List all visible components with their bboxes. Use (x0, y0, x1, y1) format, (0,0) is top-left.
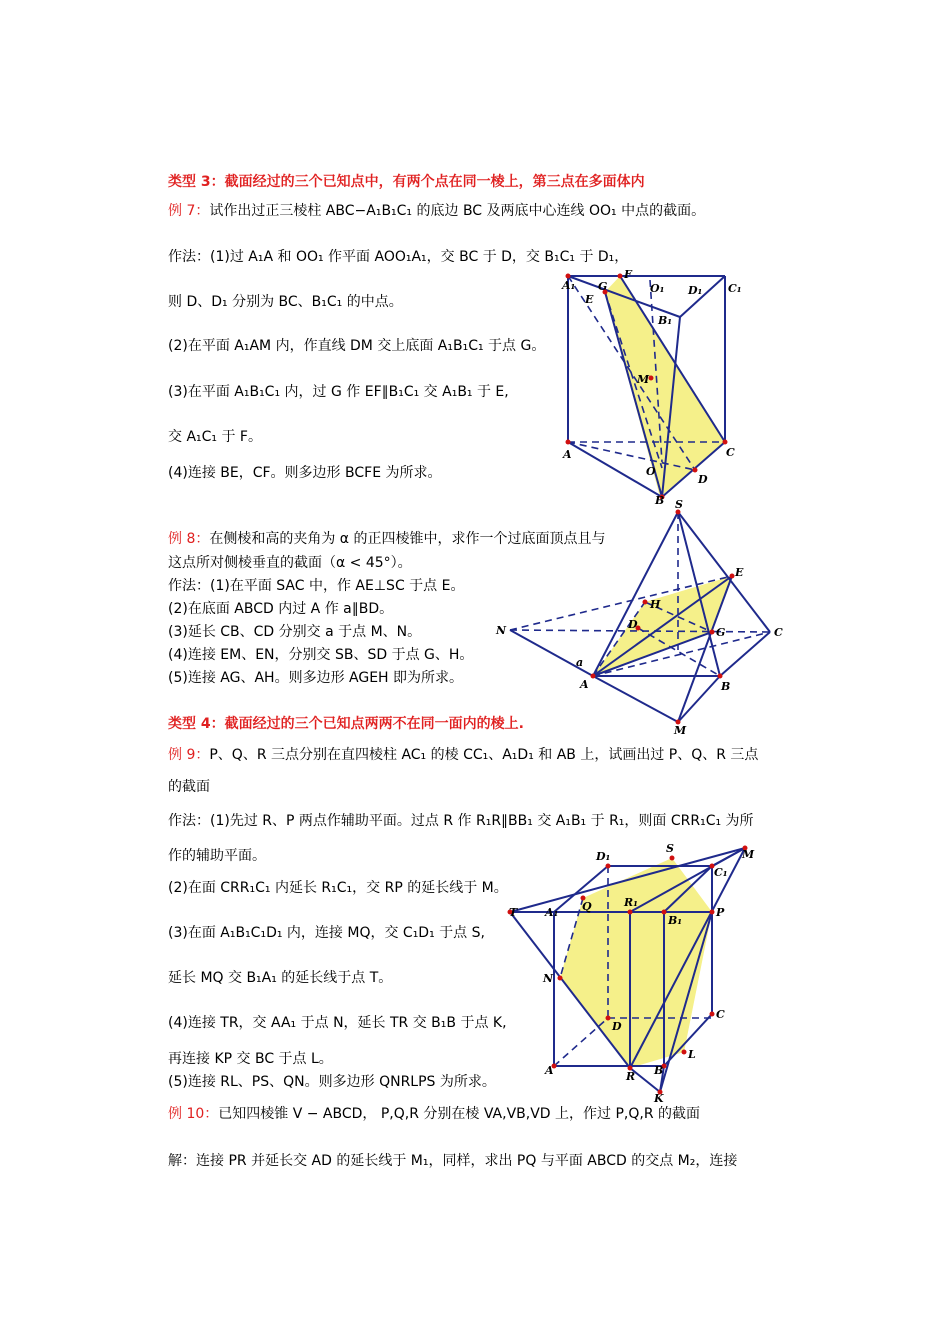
ex9-step: 作法：(1)先过 R、P 两点作辅助平面。过点 R 作 R₁R∥BB₁ 交 A₁B₁ 于 R₁，则面 CRR₁C₁ 为所 (168, 813, 754, 829)
ex9-step: 作的辅助平面。 (168, 848, 266, 864)
ex8-line: (5)连接 AG、AH。则多边形 AGEH 即为所求。 (168, 670, 464, 686)
section-polygon-qnrlps (560, 858, 712, 1068)
ex9-step: (3)在面 A₁B₁C₁D₁ 内，连接 MQ，交 C₁D₁ 于点 S, (168, 925, 485, 941)
fig8-label: H (650, 598, 661, 611)
fig8-label: E (735, 566, 744, 579)
fig7-label: D (698, 473, 708, 486)
fig8-label: C (774, 626, 783, 639)
fig7-label: C (726, 446, 735, 459)
ex10-statement (168, 1105, 700, 1123)
fig9-label: C (716, 1008, 725, 1021)
fig7-label: F (624, 268, 632, 281)
ex7-label: 例 7： (168, 203, 210, 219)
fig9-label: R (626, 1070, 636, 1083)
ex7-step: 交 A₁C₁ 于 F。 (168, 429, 262, 445)
ex7-step: (4)连接 BE，CF。则多边形 BCFE 为所求。 (168, 465, 442, 481)
fig9-label: D (612, 1020, 622, 1033)
fig9-label: M (742, 848, 755, 861)
fig7-label: M (637, 373, 650, 386)
fig9-label: D₁ (596, 850, 611, 863)
ex9-label: 例 9： (168, 747, 210, 763)
prism-section-figure (550, 265, 750, 510)
ex8-text: 在侧棱和高的夹角为 α 的正四棱锥中，求作一个过底面顶点且与 (209, 531, 606, 547)
fig7-label: A (563, 448, 572, 461)
ex7-step: 则 D、D₁ 分别为 BC、B₁C₁ 的中点。 (168, 294, 403, 310)
fig8-label: D (628, 618, 638, 631)
ex9-step: (5)连接 RL、PS、QN。则多边形 QNRLPS 为所求。 (168, 1074, 496, 1090)
type3-heading: 类型 3：截面经过的三个已知点中，有两个点在同一棱上，第三点在多面体内 (168, 174, 645, 190)
fig9-label: C₁ (714, 866, 728, 879)
type4-heading: 类型 4：截面经过的三个已知点两两不在同一面内的棱上. (168, 716, 524, 732)
fig9-label: P (716, 906, 725, 919)
fig8-label: a (576, 656, 584, 669)
ex7-text: 试作出过正三棱柱 ABC−A₁B₁C₁ 的底边 BC 及两底中心连线 OO₁ 中点的截面。 (209, 203, 706, 219)
ex8-line: 作法：(1)在平面 SAC 中，作 AE⊥SC 于点 E。 (168, 578, 465, 594)
ex9-step: (4)连接 TR，交 AA₁ 于点 N，延长 TR 交 B₁B 于点 K, (168, 1015, 507, 1031)
fig9-label: B₁ (668, 914, 683, 927)
fig9-label: L (688, 1048, 696, 1061)
fig7-label: E (585, 293, 594, 306)
ex8-line: (4)连接 EM、EN，分别交 SB、SD 于点 G、H。 (168, 647, 474, 663)
fig8-label: N (496, 624, 507, 637)
fig8-label: M (674, 724, 687, 737)
ex7-step: 作法：(1)过 A₁A 和 OO₁ 作平面 AOO₁A₁，交 BC 于 D，交 B₁C₁ 于 D₁， (168, 249, 629, 265)
fig7-label: D₁ (688, 284, 703, 297)
ex8-line: (3)延长 CB、CD 分别交 a 于点 M、N。 (168, 624, 422, 640)
fig7-label: O (646, 465, 656, 478)
ex7-step: (2)在平面 A₁AM 内，作直线 DM 交上底面 A₁B₁C₁ 于点 G。 (168, 338, 546, 354)
fig9-label: N (543, 972, 554, 985)
ex7-statement (168, 202, 705, 220)
fig7-label: B (655, 494, 665, 507)
ex9-step: 再连接 KP 交 BC 于点 L。 (168, 1051, 333, 1067)
ex9-statement (168, 746, 758, 764)
ex7-step: (3)在平面 A₁B₁C₁ 内，过 G 作 EF∥B₁C₁ 交 A₁B₁ 于 E, (168, 384, 509, 400)
ex8-line: (2)在底面 ABCD 内过 A 作 a∥BD。 (168, 601, 394, 617)
fig8-label: G (716, 626, 726, 639)
ex8-label: 例 8： (168, 531, 210, 547)
fig7-label: G (598, 280, 608, 293)
fig9-label: T (509, 906, 518, 919)
fig9-label: A (545, 1064, 554, 1077)
fig8-label: S (675, 498, 683, 511)
fig9-label: A₁ (545, 906, 559, 919)
fig9-label: S (666, 842, 674, 855)
fig9-label: K (654, 1092, 664, 1105)
fig9-label: R₁ (624, 896, 638, 909)
fig7-label: B₁ (658, 314, 673, 327)
quad-prism-section-figure (500, 843, 765, 1103)
ex10-text: 已知四棱锥 V − ABCD， P,Q,R 分别在棱 VA,VB,VD 上，作过 P,Q,R 的截面 (218, 1106, 700, 1122)
ex8-line: 这点所对侧棱垂直的截面（α < 45°）。 (168, 555, 412, 571)
ex10-solution: 解：连接 PR 并延长交 AD 的延长线于 M₁，同样，求出 PQ 与平面 ABCD 的交点 M₂，连接 (168, 1153, 738, 1169)
fig7-label: O₁ (650, 282, 665, 295)
ex10-label: 例 10： (168, 1106, 219, 1122)
ex9-text2: 的截面 (168, 779, 210, 795)
ex9-step: (2)在面 CRR₁C₁ 内延长 R₁C₁，交 RP 的延长线于 M。 (168, 880, 508, 896)
fig7-label: A₁ (562, 279, 576, 292)
ex9-step: 延长 MQ 交 B₁A₁ 的延长线于点 T。 (168, 970, 393, 986)
fig8-label: B (721, 680, 731, 693)
fig7-label: C₁ (728, 282, 742, 295)
fig8-label: A (580, 678, 589, 691)
pyramid-section-figure (490, 498, 790, 737)
fig9-label: B (654, 1064, 664, 1077)
ex9-text: P、Q、R 三点分别在直四棱柱 AC₁ 的棱 CC₁、A₁D₁ 和 AB 上，试画出过 P、Q、R 三点 (209, 747, 759, 763)
fig9-label: Q (582, 900, 592, 913)
